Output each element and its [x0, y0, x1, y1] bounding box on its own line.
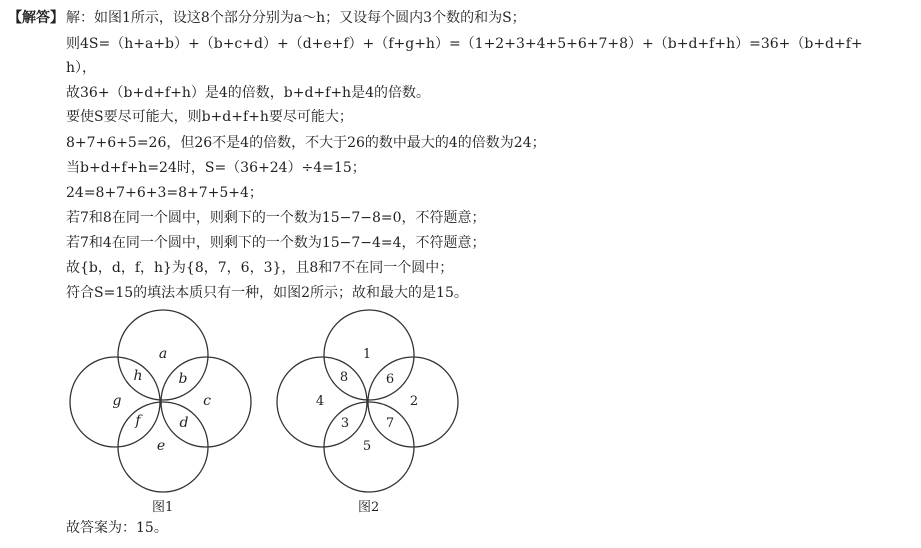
solution-line-11: 故{b，d，f，h}为{8，7，6，3}，且8和7不在同一个圆中；	[66, 260, 454, 276]
fig2-label-tr: 6	[385, 372, 395, 387]
solution-line-6: 8+7+6+5=26，但26不是4的倍数，不大于26的数中最大的4的倍数为24；	[66, 135, 546, 151]
fig2-label-bl: 3	[340, 416, 350, 431]
solution-line-7: 当b+d+f+h=24时，S=（36+24）÷4=15；	[66, 160, 366, 176]
fig2-label-bottom: 5	[362, 439, 372, 454]
solution-tag: 【解答】	[8, 10, 64, 26]
solution-line-8: 24=8+7+6+3=8+7+5+4；	[66, 185, 263, 201]
solution-line-2: 则4S=（h+a+b）+（b+c+d）+（d+e+f）+（f+g+h）=（1+2+3+4+5+6+7+8）+（b+d+f+h）=36+（b+d+f+	[66, 36, 863, 52]
fig1-label-f: f	[135, 413, 141, 429]
solution-line-5: 要使S要尽可能大，则b+d+f+h要尽可能大；	[66, 109, 353, 125]
fig1-label-d: d	[179, 415, 189, 431]
fig1-label-e: e	[156, 438, 166, 454]
figure-1	[60, 305, 260, 495]
solution-line-12: 符合S=15的填法本质只有一种，如图2所示；故和最大的是15。	[66, 285, 468, 301]
solution-line-4: 故36+（b+d+f+h）是4的倍数，b+d+f+h是4的倍数。	[66, 85, 430, 101]
figure-2-caption: 图2	[358, 500, 380, 515]
figure-1-caption: 图1	[152, 500, 174, 515]
fig2-label-top: 1	[362, 347, 372, 362]
solution-line-10: 若7和4在同一个圆中，则剩下的一个数为15−7−4=4，不符题意；	[66, 235, 486, 251]
fig2-label-right: 2	[409, 394, 419, 409]
solution-line-9: 若7和8在同一个圆中，则剩下的一个数为15−7−8=0，不符题意；	[66, 210, 486, 226]
fig1-label-h: h	[133, 368, 143, 384]
fig2-label-left: 4	[315, 394, 325, 409]
fig1-label-b: b	[178, 371, 188, 387]
fig1-label-a: a	[158, 346, 168, 362]
fig2-label-tl: 8	[339, 370, 349, 385]
figure-2	[265, 305, 465, 495]
final-answer: 故答案为：15。	[66, 520, 168, 536]
fig1-label-c: c	[203, 393, 211, 409]
solution-line-1: 解：如图1所示，设这8个部分分别为a～h；又设每个圆内3个数的和为S；	[66, 10, 526, 26]
fig1-label-g: g	[112, 393, 122, 409]
solution-line-3: h），	[66, 60, 97, 76]
fig2-label-br: 7	[385, 416, 395, 431]
